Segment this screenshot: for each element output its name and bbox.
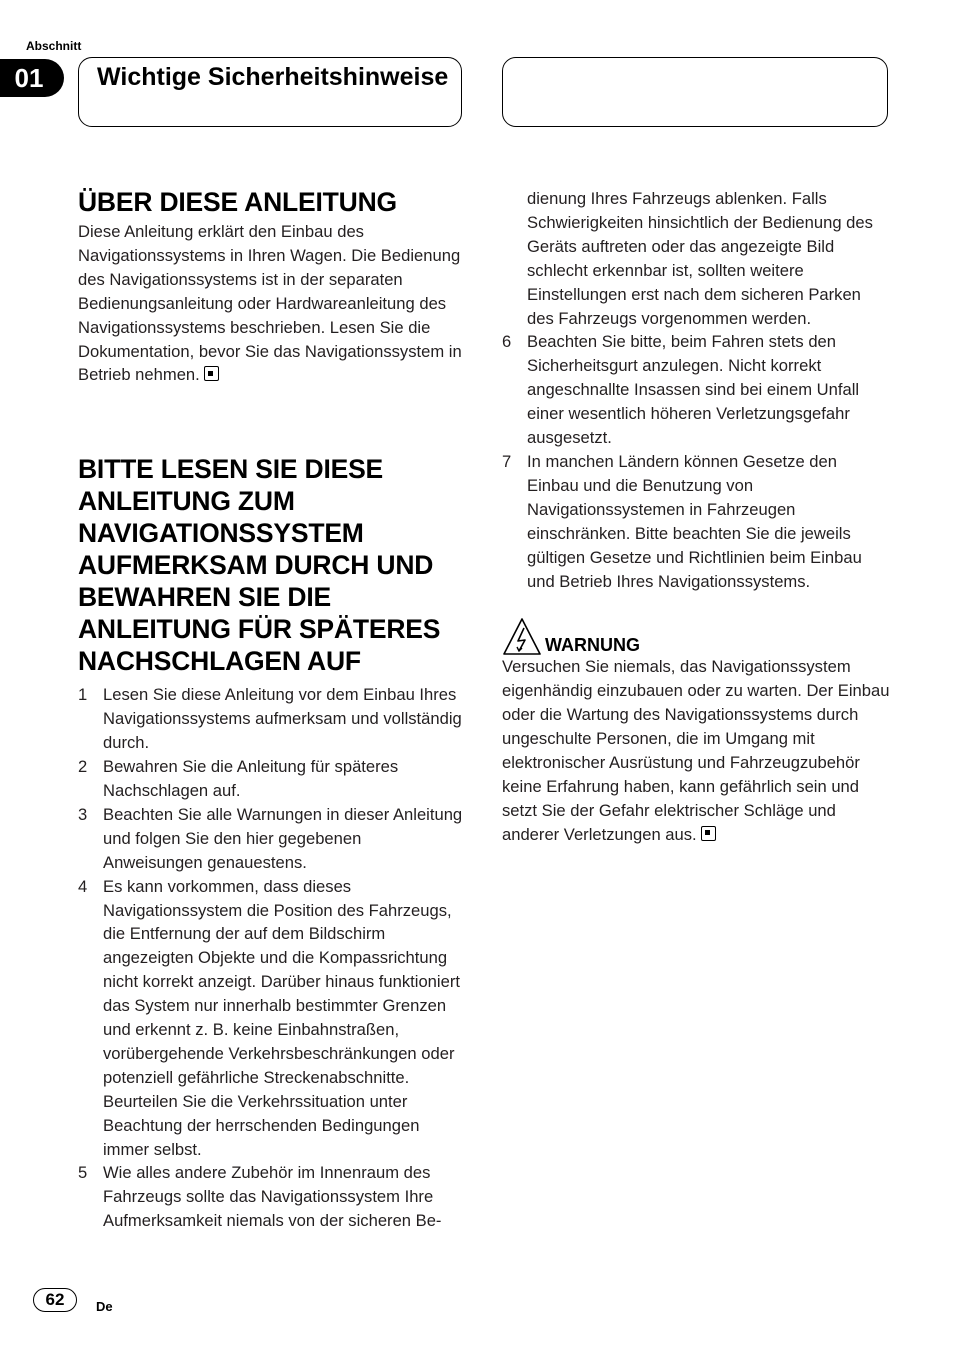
right-column	[502, 187, 890, 847]
list-item-continuation: dienung Ihres Fahrzeugs ablenken. Falls Schwierigkeiten hinsichtlich der Bedienung des Geräts auftreten oder das angezeigte Bild schlecht erkennbar ist, sollten weitere Einstellungen erst nach dem sicheren Parken des Fahrzeugs vorgenommen werden.	[527, 189, 873, 328]
list-item-number: 4	[78, 876, 88, 896]
page-number: 62	[33, 1288, 77, 1312]
list-item	[502, 330, 890, 450]
section-number-badge: 01	[0, 59, 64, 97]
list-item	[502, 450, 890, 593]
heading-about-manual: ÜBER DIESE ANLEITUNG	[78, 187, 397, 217]
list-item-text: Wie alles andere Zubehör im Innenraum des Fahrzeugs sollte das Navigationssystem Ihre Aufmerksamkeit niemals von der sicheren Be-	[103, 1163, 442, 1231]
list-item-number: 3	[78, 804, 88, 824]
end-mark-icon	[204, 366, 219, 381]
list-item-number: 1	[78, 685, 88, 705]
empty-header-box	[502, 57, 888, 127]
instruction-list	[78, 683, 464, 1233]
list-item-number: 2	[78, 757, 88, 777]
list-item-number: 6	[502, 332, 512, 352]
list-item	[78, 803, 464, 875]
warning-triangle-icon	[502, 617, 542, 657]
intro-paragraph	[78, 220, 464, 387]
list-item	[78, 683, 464, 755]
warning-header	[502, 617, 890, 657]
end-mark-icon	[701, 826, 716, 841]
list-item-text: Es kann vorkommen, dass dieses Navigationssystem die Position des Fahrzeugs, die Entfernung der auf dem Bildschirm angezeigten Objekte und die Kompassrichtung nicht korrekt anzeigt. Darüber hinaus funktioniert das System nur innerhalb bestimmter Grenzen und erkennt z. B. keine Einbahnstraßen, vorübergehende Verkehrsbeschränkungen oder potenziell gefährliche Streckenabschnitte. Beurteilen Sie die Verkehrssituation unter Beachtung der herrschenden Bedingungen immer selbst.	[103, 876, 460, 1159]
warning-paragraph	[502, 655, 890, 846]
heading-read-manual: BITTE LESEN SIE DIESE ANLEITUNG ZUM NAVIGATIONSSYSTEM AUFMERKSAM DURCH UND BEWAHREN SIE DIE ANLEITUNG FÜR SPÄTERES NACHSCHLAGEN AUF	[78, 454, 441, 677]
chapter-title: Wichtige Sicherheitshinweise	[97, 63, 449, 91]
language-code: De	[96, 1299, 113, 1314]
instruction-list-continued	[502, 330, 890, 593]
warning-text: Versuchen Sie niemals, das Navigationssystem eigenhändig einzubauen oder zu warten. Der Einbau oder die Wartung des Navigationssystems durch ungeschulte Personen, die im Umgang mit elektronischer Ausrüstung und Fahrzeugzubehör keine Erfahrung haben, kann gefährlich sein und setzt Sie der Gefahr elektrischer Schläge und anderer Verletzungen aus.	[502, 657, 890, 844]
list-item	[78, 755, 464, 803]
list-item-text: Beachten Sie bitte, beim Fahren stets den Sicherheitsgurt anzulegen. Nicht korrekt angeschnallte Insassen sind bei einem Unfall einer wesentlich höheren Verletzungsgefahr ausgesetzt.	[527, 332, 860, 448]
list-item-text: Lesen Sie diese Anleitung vor dem Einbau Ihres Navigationssystems aufmerksam und vollständig durch.	[103, 685, 462, 753]
chapter-title-box	[78, 57, 462, 127]
list-item	[78, 1161, 464, 1233]
section-label: Abschnitt	[26, 39, 82, 53]
warning-label: WARNUNG	[545, 635, 640, 656]
list-item-text: In manchen Ländern können Gesetze den Einbau und die Benutzung von Navigationssystemen in Fahrzeugen einschränken. Bitte beachten Sie die jeweils gültigen Gesetze und Richtlinien beim Einbau und Betrieb Ihres Navigationssystems.	[527, 451, 862, 591]
list-item-text: Beachten Sie alle Warnungen in dieser Anleitung und folgen Sie den hier gegebenen Anweisungen genauestens.	[103, 804, 463, 872]
list-item-number: 5	[78, 1163, 88, 1183]
intro-text: Diese Anleitung erklärt den Einbau des Navigationssystems in Ihren Wagen. Die Bedienung des Navigationssystems ist in der separaten Bedienungsanleitung oder Hardwareanleitung des Navigationssystems beschrieben. Lesen Sie die Dokumentation, bevor Sie das Navigationssystem in Betrieb nehmen.	[78, 222, 462, 385]
left-column	[78, 186, 464, 1233]
list-item-text: Bewahren Sie die Anleitung für späteres Nachschlagen auf.	[103, 757, 399, 800]
list-item-number: 7	[502, 451, 512, 471]
list-item	[78, 875, 464, 1162]
